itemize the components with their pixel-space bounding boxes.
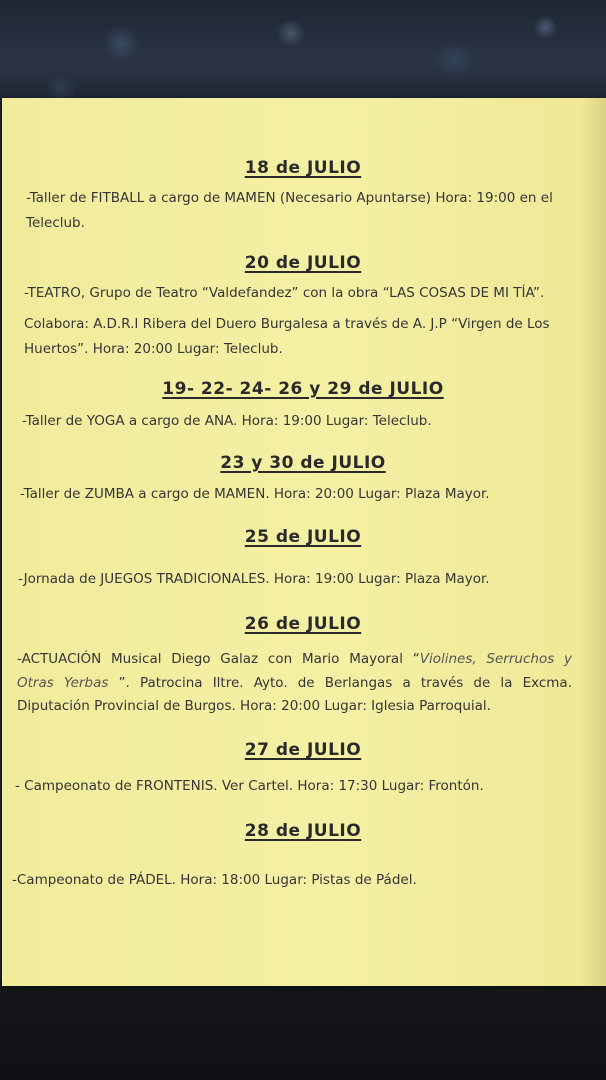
event-line: Teleclub. [26, 215, 85, 231]
section-heading-23-30-julio: 23 y 30 de JULIO [220, 453, 386, 473]
event-line: Otras Yerbas ”. Patrocina Iltre. Ayto. de Berlangas a través de la Excma. [17, 675, 572, 691]
section-heading-yoga-dates: 19- 22- 24- 26 y 29 de JULIO [162, 379, 444, 399]
event-line: -Jornada de JUEGOS TRADICIONALES. Hora: 19:00 Lugar: Plaza Mayor. [18, 571, 490, 587]
section-heading-26-julio: 26 de JULIO [244, 614, 362, 634]
event-line: -TEATRO, Grupo de Teatro “Valdefandez” con la obra “LAS COSAS DE MI TÍA”. [24, 285, 545, 301]
section-heading-18-julio: 18 de JULIO [244, 158, 362, 178]
event-line: -Taller de YOGA a cargo de ANA. Hora: 19:00 Lugar: Teleclub. [22, 413, 432, 429]
event-line: Diputación Provincial de Burgos. Hora: 20:00 Lugar: Iglesia Parroquial. [17, 698, 491, 714]
event-line: -Taller de FITBALL a cargo de MAMEN (Necesario Apuntarse) Hora: 19:00 en el [26, 190, 553, 206]
event-line: -ACTUACIÓN Musical Diego Galaz con Mario Mayoral “Violines, Serruchos y [17, 651, 572, 667]
section-heading-25-julio: 25 de JULIO [244, 527, 362, 547]
section-heading-27-julio: 27 de JULIO [244, 740, 362, 760]
event-line: -Campeonato de PÁDEL. Hora: 18:00 Lugar: Pistas de Pádel. [12, 872, 417, 888]
event-line: Colabora: A.D.R.I Ribera del Duero Burgalesa a través de A. J.P “Virgen de Los [24, 316, 550, 332]
background-table-edge [0, 980, 606, 1080]
event-line: - Campeonato de FRONTENIS. Ver Cartel. Hora: 17:30 Lugar: Frontón. [15, 778, 484, 794]
section-heading-20-julio: 20 de JULIO [244, 253, 362, 273]
section-heading-28-julio: 28 de JULIO [244, 821, 362, 841]
event-line: Huertos”. Hora: 20:00 Lugar: Teleclub. [24, 341, 283, 357]
background-stone [0, 0, 606, 110]
event-line: -Taller de ZUMBA a cargo de MAMEN. Hora: 20:00 Lugar: Plaza Mayor. [20, 486, 490, 502]
